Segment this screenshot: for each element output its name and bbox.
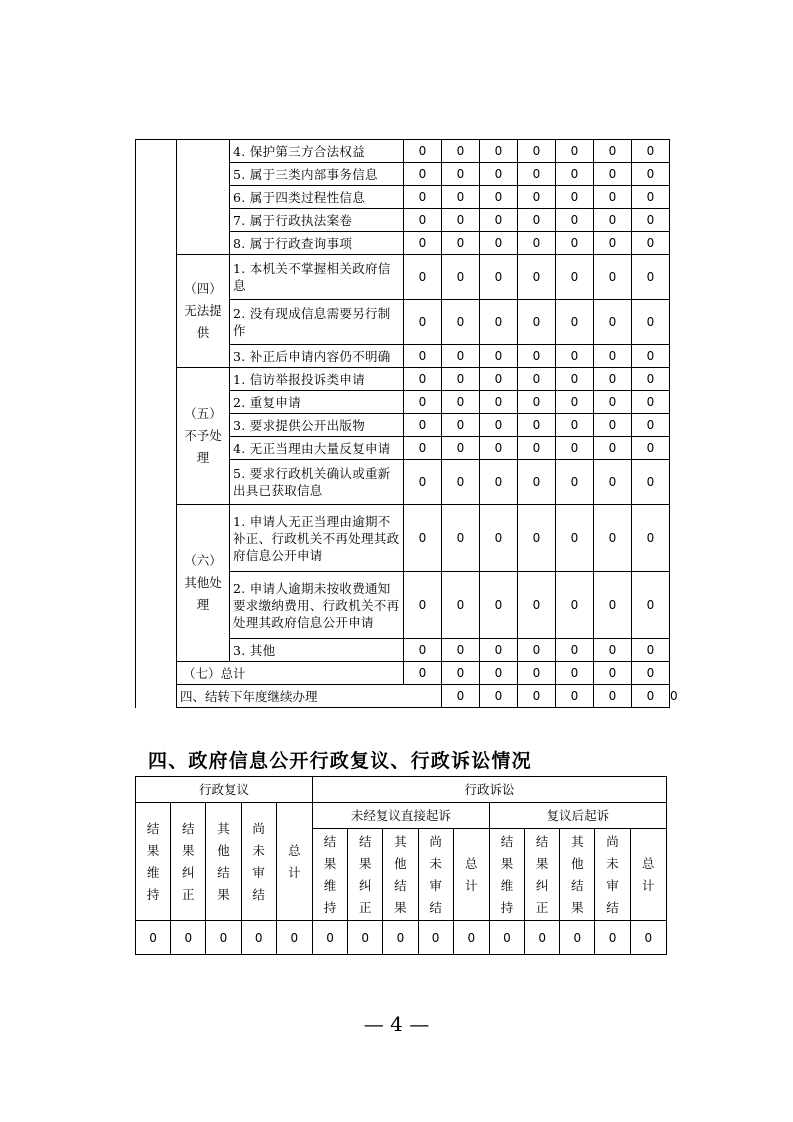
column-label: 尚未审结 <box>252 820 265 902</box>
row-label: 3. 要求提供公开出版物 <box>230 414 404 437</box>
count-cell: 0 <box>404 414 442 437</box>
count-cell: 0 <box>556 368 594 391</box>
count-cell: 0 <box>442 186 480 209</box>
litigation-column-header <box>312 829 347 921</box>
count-cell: 0 <box>480 437 518 460</box>
row-label: 2. 没有现成信息需要另行制作 <box>230 300 404 345</box>
litigation-header: 行政诉讼 <box>312 777 666 803</box>
column-label: 结果维持 <box>500 833 514 915</box>
count-cell: 0 <box>632 140 670 163</box>
count-cell: 0 <box>630 921 666 955</box>
count-cell: 0 <box>442 685 480 708</box>
count-cell: 0 <box>525 921 560 955</box>
count-cell: 0 <box>404 460 442 505</box>
post-review-header: 复议后起诉 <box>489 803 666 829</box>
count-cell: 0 <box>518 368 556 391</box>
column-label: 其他结果 <box>394 833 407 915</box>
litigation-column-header <box>348 829 383 921</box>
count-cell: 0 <box>556 345 594 368</box>
count-cell: 0 <box>594 460 632 505</box>
row-label: 2. 重复申请 <box>230 391 404 414</box>
page-number: — 4 — <box>363 1012 430 1036</box>
row-label: 4. 保护第三方合法权益 <box>230 140 404 163</box>
outer-category-cell <box>136 140 177 708</box>
direct-suit-header: 未经复议直接起诉 <box>312 803 489 829</box>
count-cell: 0 <box>632 368 670 391</box>
review-column-header <box>171 803 206 921</box>
count-cell: 0 <box>518 639 556 662</box>
count-cell: 0 <box>404 391 442 414</box>
count-cell: 0 <box>560 921 595 955</box>
count-cell: 0 <box>556 255 594 300</box>
count-cell: 0 <box>171 921 206 955</box>
count-cell: 0 <box>480 209 518 232</box>
count-cell: 0 <box>404 232 442 255</box>
review-column-header <box>276 803 312 921</box>
count-cell: 0 <box>518 572 556 639</box>
count-cell: 0 <box>556 639 594 662</box>
group6-category-cell: （六）其他处理 <box>177 505 230 662</box>
count-cell: 0 <box>518 232 556 255</box>
count-cell: 0 <box>404 186 442 209</box>
count-cell: 0 <box>556 662 594 685</box>
count-cell: 0 <box>442 391 480 414</box>
count-cell: 0 <box>518 460 556 505</box>
count-cell: 0 <box>480 391 518 414</box>
count-cell: 0 <box>383 921 418 955</box>
count-cell: 0 <box>556 414 594 437</box>
row-label: 4. 无正当理由大量反复申请 <box>230 437 404 460</box>
count-cell: 0 <box>556 232 594 255</box>
litigation-column-header <box>630 829 666 921</box>
count-cell: 0 <box>241 921 276 955</box>
count-cell: 0 <box>632 232 670 255</box>
count-cell: 0 <box>556 391 594 414</box>
review-header: 行政复议 <box>136 777 313 803</box>
review-litigation-table <box>135 776 667 955</box>
count-cell: 0 <box>348 921 383 955</box>
column-label: 尚未审结 <box>429 833 442 915</box>
count-cell: 0 <box>632 685 670 708</box>
count-cell: 0 <box>136 921 171 955</box>
count-cell: 0 <box>480 662 518 685</box>
count-cell: 0 <box>404 505 442 572</box>
count-cell: 0 <box>480 345 518 368</box>
count-cell: 0 <box>518 414 556 437</box>
count-cell: 0 <box>594 572 632 639</box>
review-column-header <box>206 803 241 921</box>
group4-category-cell: （四）无法提供 <box>177 255 230 368</box>
count-cell: 0 <box>480 140 518 163</box>
count-cell: 0 <box>594 685 632 708</box>
count-cell: 0 <box>556 209 594 232</box>
row-label: 8. 属于行政查询事项 <box>230 232 404 255</box>
count-cell: 0 <box>632 345 670 368</box>
count-cell: 0 <box>276 921 312 955</box>
litigation-column-header <box>383 829 418 921</box>
count-cell: 0 <box>442 232 480 255</box>
count-cell: 0 <box>594 163 632 186</box>
count-cell: 0 <box>594 300 632 345</box>
count-cell: 0 <box>480 572 518 639</box>
count-cell: 0 <box>518 505 556 572</box>
count-cell: 0 <box>556 685 594 708</box>
litigation-column-header <box>489 829 524 921</box>
count-cell: 0 <box>518 391 556 414</box>
count-cell: 0 <box>632 437 670 460</box>
review-column-header <box>241 803 276 921</box>
row-label: 1. 申请人无正当理由逾期不补正、行政机关不再处理其政府信息公开申请 <box>230 505 404 572</box>
count-cell: 0 <box>594 209 632 232</box>
count-cell: 0 <box>404 345 442 368</box>
count-cell: 0 <box>595 921 630 955</box>
count-cell: 0 <box>442 437 480 460</box>
count-cell: 0 <box>404 300 442 345</box>
application-handling-table: 4. 保护第三方合法权益 0 0 0 0 0 0 0 5. 属于三类内部事务信息 0 0 0 0 0 0 0 6. 属于四类过程性信息 0 0 0 0 0 0 0 7. 属于行政执法案卷 0 0 0 0 0 0 0 8. 属于行政查询事项 0 0 0 0 0 0 0 （四）无法提供 1. 本机关不掌握相关政府信息 0 0 0 0 0 0 0 2. 没有现成信息需要另行制作 0 0 0 0 0 0 0 3. 补正后申请内容仍不明确 0 0 0 0 0 0 0 （五）不予处理 1. 信访举报投诉类申请 0 0 0 0 0 0 0 2. 重复申请 0 0 0 0 0 0 0 3. 要求提供公开出版物 0 0 0 0 0 0 0 4. 无正当理由大量反复申请 0 0 0 0 0 0 0 5. 要求行政机关确认或重新出具已获取信息 0 0 0 0 0 0 0 （六）其他处理 1. 申请人无正当理由逾期不补正、行政机关不再处理其政府信息公开申请 0 0 0 0 0 0 0 2. 申请人逾期未按收费通知要求缴纳费用、行政机关不再处理其政府信息公开申请 0 0 0 0 0 0 0 3. 其他 0 0 0 0 0 0 0 （七）总计 0 0 0 0 0 0 0 四、结转下年度继续办理 0 0 0 0 0 0 0 <box>135 139 670 708</box>
count-cell: 0 <box>480 685 518 708</box>
count-cell: 0 <box>594 414 632 437</box>
count-cell: 0 <box>556 460 594 505</box>
count-cell: 0 <box>518 163 556 186</box>
column-label: 总计 <box>642 855 655 893</box>
count-cell: 0 <box>594 345 632 368</box>
count-cell: 0 <box>442 163 480 186</box>
row-label: 3. 其他 <box>230 639 404 662</box>
count-cell: 0 <box>442 255 480 300</box>
count-cell: 0 <box>480 505 518 572</box>
count-cell: 0 <box>442 345 480 368</box>
litigation-column-header <box>525 829 560 921</box>
column-label: 总计 <box>288 842 301 880</box>
row-label: 5. 属于三类内部事务信息 <box>230 163 404 186</box>
count-cell: 0 <box>518 685 556 708</box>
count-cell: 0 <box>594 186 632 209</box>
count-cell: 0 <box>442 140 480 163</box>
count-cell: 0 <box>556 300 594 345</box>
count-cell: 0 <box>480 232 518 255</box>
count-cell: 0 <box>518 255 556 300</box>
count-cell: 0 <box>556 572 594 639</box>
litigation-column-header <box>560 829 595 921</box>
column-label: 其他结果 <box>571 833 584 915</box>
count-cell: 0 <box>632 163 670 186</box>
row-label: 2. 申请人逾期未按收费通知要求缴纳费用、行政机关不再处理其政府信息公开申请 <box>230 572 404 639</box>
count-cell: 0 <box>480 368 518 391</box>
count-cell: 0 <box>556 505 594 572</box>
count-cell: 0 <box>632 505 670 572</box>
column-label: 结果纠正 <box>535 833 549 915</box>
count-cell: 0 <box>632 414 670 437</box>
column-label: 尚未审结 <box>606 833 619 915</box>
count-cell: 0 <box>404 209 442 232</box>
count-cell: 0 <box>518 209 556 232</box>
count-cell: 0 <box>489 921 524 955</box>
count-cell: 0 <box>480 163 518 186</box>
count-cell: 0 <box>632 572 670 639</box>
count-cell: 0 <box>518 186 556 209</box>
count-cell: 0 <box>632 209 670 232</box>
count-cell: 0 <box>404 255 442 300</box>
carry-over-label: 四、结转下年度继续办理 <box>177 685 442 708</box>
section-heading: 四、政府信息公开行政复议、行政诉讼情况 <box>148 750 532 772</box>
count-cell: 0 <box>480 255 518 300</box>
count-cell: 0 <box>556 437 594 460</box>
count-cell: 0 <box>404 437 442 460</box>
row-label: 7. 属于行政执法案卷 <box>230 209 404 232</box>
litigation-column-header <box>418 829 453 921</box>
count-cell: 0 <box>594 639 632 662</box>
count-cell: 0 <box>594 140 632 163</box>
count-cell: 0 <box>404 163 442 186</box>
count-cell: 0 <box>480 414 518 437</box>
count-cell: 0 <box>480 639 518 662</box>
litigation-column-header <box>595 829 630 921</box>
count-cell: 0 <box>404 140 442 163</box>
count-cell: 0 <box>632 300 670 345</box>
count-cell: 0 <box>632 186 670 209</box>
row-label: 3. 补正后申请内容仍不明确 <box>230 345 404 368</box>
count-cell: 0 <box>453 921 489 955</box>
column-label: 结果纠正 <box>358 833 372 915</box>
group3-category-cell <box>177 140 230 255</box>
count-cell: 0 <box>518 437 556 460</box>
count-cell: 0 <box>556 186 594 209</box>
row-label: 5. 要求行政机关确认或重新出具已获取信息 <box>230 460 404 505</box>
count-cell: 0 <box>594 391 632 414</box>
count-cell: 0 <box>594 662 632 685</box>
count-cell: 0 <box>442 368 480 391</box>
count-cell: 0 <box>404 368 442 391</box>
count-cell: 0 <box>442 639 480 662</box>
count-cell: 0 <box>556 163 594 186</box>
count-cell: 0 <box>594 437 632 460</box>
count-cell: 0 <box>418 921 453 955</box>
count-cell: 0 <box>632 639 670 662</box>
column-label: 结果维持 <box>323 833 337 915</box>
column-label: 结果维持 <box>146 820 160 902</box>
count-cell: 0 <box>594 505 632 572</box>
count-cell: 0 <box>312 921 347 955</box>
row-label: 1. 信访举报投诉类申请 <box>230 368 404 391</box>
group5-category-cell: （五）不予处理 <box>177 368 230 505</box>
total-label: （七）总计 <box>177 662 404 685</box>
count-cell: 0 <box>404 662 442 685</box>
count-cell: 0 <box>594 368 632 391</box>
count-cell: 0 <box>442 662 480 685</box>
litigation-column-header <box>453 829 489 921</box>
row-label: 1. 本机关不掌握相关政府信息 <box>230 255 404 300</box>
column-label: 结果纠正 <box>182 820 195 902</box>
count-cell: 0 <box>594 232 632 255</box>
count-cell: 0 <box>632 662 670 685</box>
count-cell: 0 <box>632 460 670 505</box>
count-cell: 0 <box>480 186 518 209</box>
column-label: 总计 <box>465 855 478 893</box>
count-cell: 0 <box>442 300 480 345</box>
count-cell: 0 <box>632 255 670 300</box>
count-cell: 0 <box>632 391 670 414</box>
count-cell: 0 <box>442 209 480 232</box>
count-cell: 0 <box>518 345 556 368</box>
count-cell: 0 <box>518 300 556 345</box>
count-cell: 0 <box>480 300 518 345</box>
count-cell: 0 <box>518 662 556 685</box>
count-cell: 0 <box>518 140 556 163</box>
count-cell: 0 <box>442 460 480 505</box>
count-cell: 0 <box>442 505 480 572</box>
count-cell: 0 <box>480 460 518 505</box>
review-column-header <box>136 803 171 921</box>
count-cell: 0 <box>206 921 241 955</box>
row-label: 6. 属于四类过程性信息 <box>230 186 404 209</box>
count-cell: 0 <box>556 140 594 163</box>
count-cell: 0 <box>404 572 442 639</box>
count-cell: 0 <box>404 639 442 662</box>
count-cell: 0 <box>442 414 480 437</box>
column-label: 其他结果 <box>217 820 230 902</box>
count-cell: 0 <box>594 255 632 300</box>
count-cell: 0 <box>442 572 480 639</box>
